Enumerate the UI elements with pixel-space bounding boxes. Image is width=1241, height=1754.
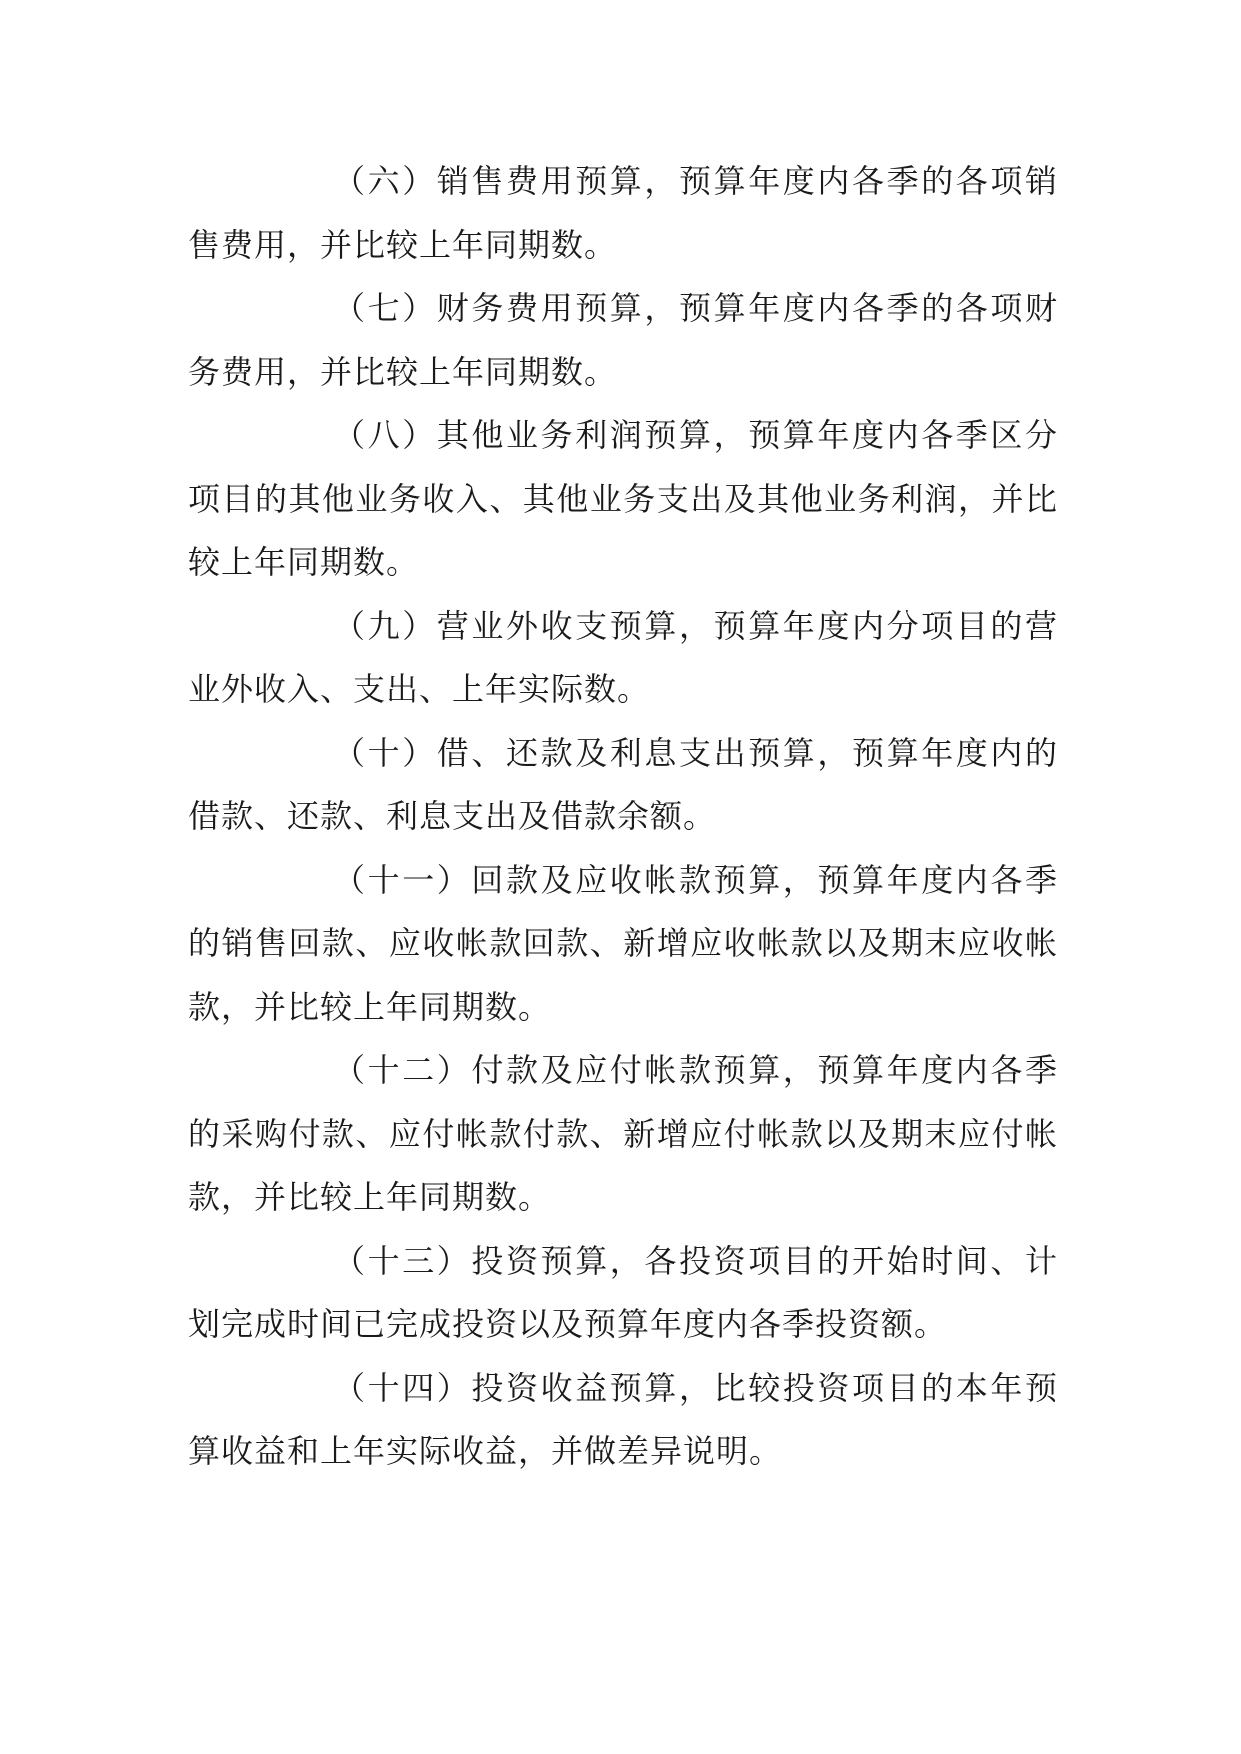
paragraph-9: （九）营业外收支预算，预算年度内分项目的营业外收入、支出、上年实际数。 (188, 606, 1058, 708)
paragraph-6: （六）销售费用预算，预算年度内各季的各项销售费用，并比较上年同期数。 (188, 162, 1058, 264)
paragraph-8: （八）其他业务利润预算，预算年度内各季区分项目的其他业务收入、其他业务支出及其他业务利润，并比较上年同期数。 (188, 416, 1058, 581)
paragraph-11: （十一）回款及应收帐款预算，预算年度内各季的销售回款、应收帐款回款、新增应收帐款以及期末应收帐款，并比较上年同期数。 (188, 860, 1058, 1026)
paragraph-13: （十三）投资预算，各投资项目的开始时间、计划完成时间已完成投资以及预算年度内各季投资额。 (188, 1241, 1058, 1343)
paragraph-10: （十）借、还款及利息支出预算，预算年度内的借款、还款、利息支出及借款余额。 (188, 733, 1058, 835)
paragraph-14: （十四）投资收益预算，比较投资项目的本年预算收益和上年实际收益，并做差异说明。 (188, 1368, 1058, 1470)
paragraph-12: （十二）付款及应付帐款预算，预算年度内各季的采购付款、应付帐款付款、新增应付帐款以及期末应付帐款，并比较上年同期数。 (188, 1051, 1058, 1216)
document-body (188, 150, 1058, 1484)
paragraph-7: （七）财务费用预算，预算年度内各季的各项财务费用，并比较上年同期数。 (188, 289, 1058, 391)
